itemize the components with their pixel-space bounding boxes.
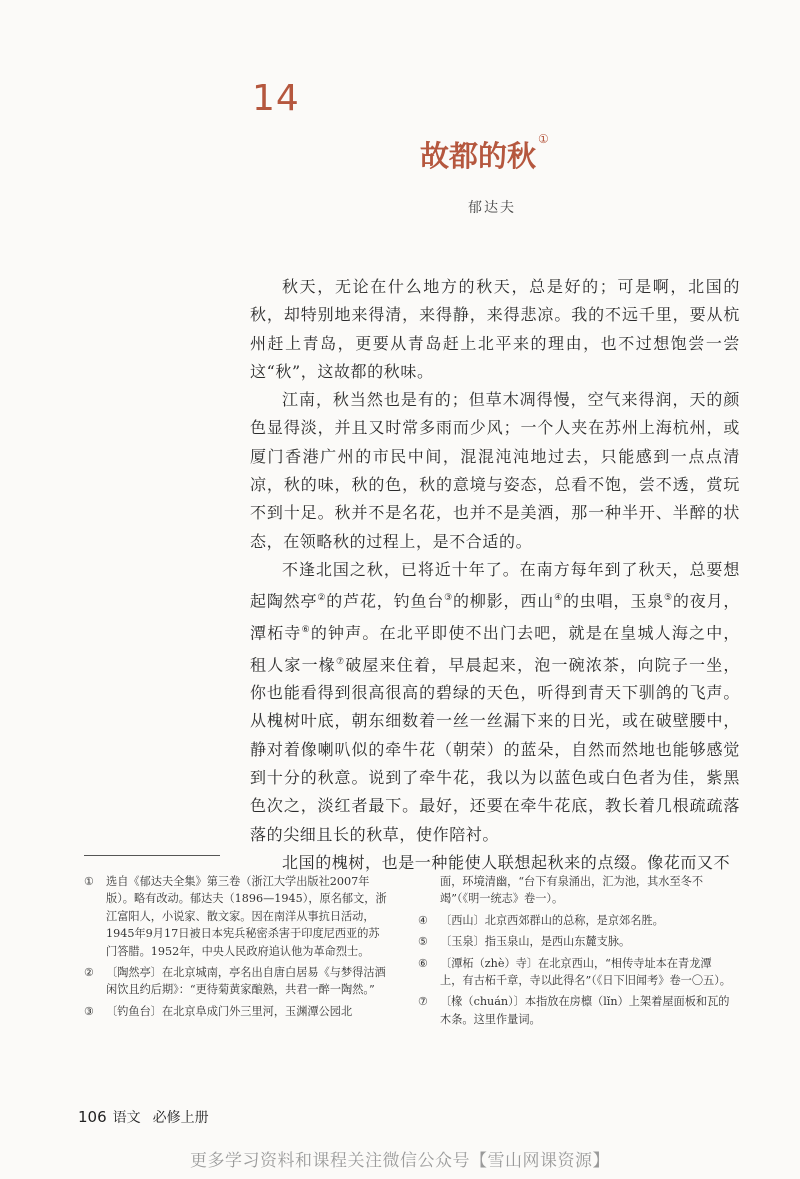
footnote-text: 〔椽（chuán）〕本指放在房檩（lǐn）上架着屋面板和瓦的木条。这里作量词。 [440,995,730,1026]
footnote-text: 〔玉泉〕指玉泉山，是西山东麓支脉。 [440,935,631,949]
footnote-mark: ⑥ [418,956,429,970]
footnote-ref: ④ [554,593,563,604]
paragraph [250,386,740,556]
title-footnote-mark: ① [538,132,549,146]
page-title [420,134,549,175]
paragraph-text: 江南，秋当然也是有的；但草木凋得慢，空气来得润，天的颜色显得淡，并且又时常多雨而少风；一个人夹在苏州上海杭州，或厦门香港广州的市民中间，混混沌沌地过去，只能感到一点点清凉，秋的味，秋的色，秋的意境与姿态，总看不饱，尝不透，赏玩不到十足。秋并不是名花，也并不是美酒，那一种半开、半醉的状态，在领略秋的过程上，是不合适的。 [250,390,740,551]
body-text [250,273,740,877]
book-volume: 必修上册 [152,1110,209,1126]
footnote-text: 选自《郁达夫全集》第三卷（浙江大学出版社2007年版）。略有改动。郁达夫（1896—1945），原名郁文，浙江富阳人，小说家、散文家。因在南洋从事抗日活动，1945年9月17日被日本宪兵秘密杀害于印度尼西亚的苏门答腊。1952年，中央人民政府追认他为革命烈士。 [106,875,387,958]
paragraph-text: 秋天，无论在什么地方的秋天，总是好的；可是啊，北国的秋，却特别地来得清，来得静，来得悲凉。我的不远千里，要从杭州赶上青岛，更要从青岛赶上北平来的理由，也不过想饱尝一尝这“秋”，这故都的秋味。 [250,277,740,381]
paragraph [250,273,740,386]
footnotes-right-column [418,873,732,1032]
title-text: 故都的秋 [420,139,537,173]
footnote [418,955,732,990]
footnote-mark: ① [84,875,95,888]
footnote-text: 〔潭柘（zhè）寺〕在北京西山，“相传寺址本在青龙潭上，有古柘千章，寺以此得名”（《日下旧闻考》卷一〇五）。 [440,956,731,988]
footnote [84,964,390,999]
watermark: 更多学习资料和课程关注微信公众号【雪山网课资源】 [190,1151,610,1171]
footnote-ref: ⑤ [664,593,673,604]
paragraph-text: 的夜月，潭柘寺 [250,591,741,643]
footnote-mark: ⑦ [418,995,429,1009]
footnote [418,873,732,908]
footnote [418,912,732,929]
footnote-mark: ② [84,966,95,980]
footnote [84,1003,390,1020]
paragraph-text: 的柳影，西山 [453,591,555,611]
footnote [418,933,732,950]
paragraph-text: 不逢北国之秋，已将近十年了。在南方每年到了秋天，总要想起陶然亭 [250,559,740,611]
footnote [418,993,732,1028]
footnote [84,873,390,960]
footnote-text: 〔西山〕北京西郊群山的总称，是京郊名胜。 [440,913,664,927]
footnote-mark: ④ [418,913,429,927]
footnote-ref: ⑦ [335,656,346,667]
paragraph-text: 北国的槐树，也是一种能使人联想起秋来的点缀。像花而又不 [282,852,731,872]
page-footer [78,1107,209,1127]
footnote-text: 〔陶然亭〕在北京城南，亭名出自唐白居易《与梦得沽酒闲饮且约后期》：“更待菊黄家酿熟，共君一醉一陶然。” [106,966,386,997]
footnote-ref: ⑥ [301,624,311,635]
paragraph-text: 的钟声。在北平即使不出门去吧，就是在皇城人海之中，租人家一椽 [250,623,740,674]
footnote-text: 〔钓鱼台〕在北京阜成门外三里河，玉渊潭公园北 [106,1004,353,1018]
footnote-ref: ② [317,593,327,604]
footnote-divider [84,855,220,856]
footnote-ref: ③ [444,593,454,604]
paragraph [250,556,740,849]
paragraph-text: 破屋来住着，早晨起来，泡一碗浓茶，向院子一坐，你也能看得到很高很高的碧绿的天色，听得到青天下驯鸽的飞声。从槐树叶底，朝东细数着一丝一丝漏下来的日光，或在破壁腰中，静对着像喇叭似的牵牛花（朝荣）的蓝朵，自然而然地也能够感觉到十分的秋意。说到了牵牛花，我以为以蓝色或白色者为佳，紫黑色次之，淡红者最下。最好，还要在牵牛花底，教长着几根疏疏落落的尖细且长的秋草，使作陪衬。 [250,654,740,844]
lesson-number: 14 [252,78,300,119]
footnote-mark: ③ [84,1004,95,1018]
paragraph-text: 的芦花，钓鱼台 [326,591,445,611]
footnote-text: 面，环境清幽，“台下有泉涌出，汇为池，其水至冬不竭”（《明一统志》卷一）。 [440,875,704,906]
footnotes-left-column [84,873,390,1024]
paragraph-text: 的虫唱，玉泉 [562,591,664,611]
author-name: 郁达夫 [468,200,516,216]
footnote-mark: ⑤ [418,935,429,949]
book-subject: 语文 [112,1110,141,1126]
page-number: 106 [78,1108,107,1126]
